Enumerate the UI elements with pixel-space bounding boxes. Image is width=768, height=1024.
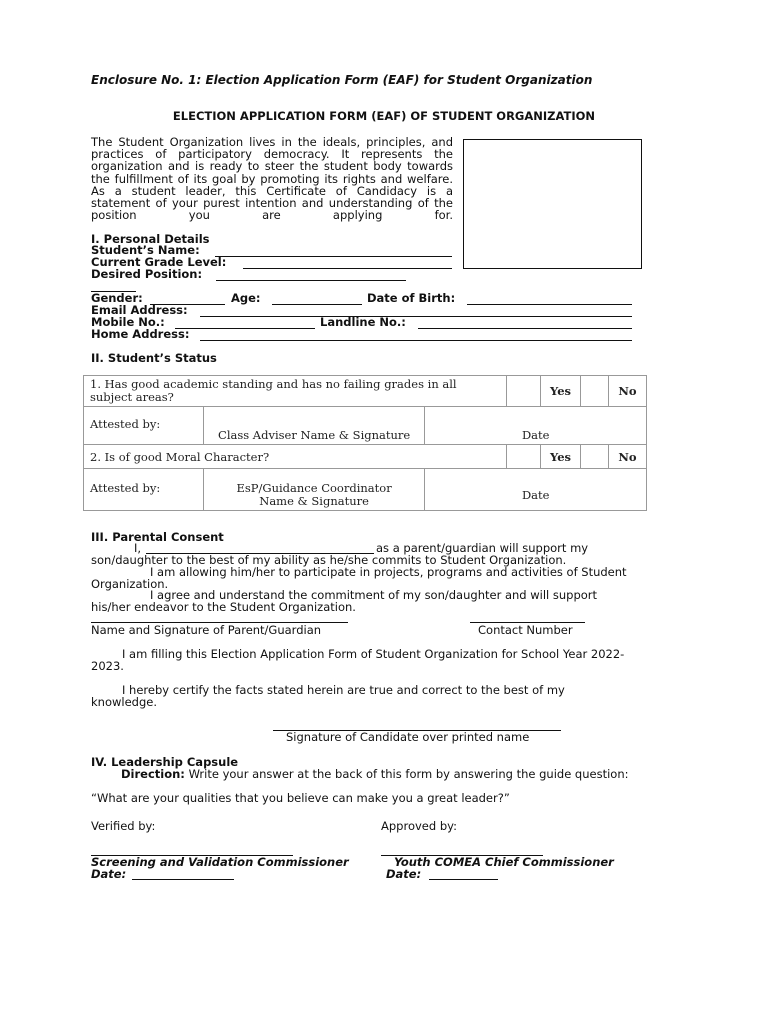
desired-position-field[interactable] bbox=[216, 280, 406, 281]
grade-level-label: Current Grade Level: bbox=[91, 255, 227, 269]
dob-label: Date of Birth: bbox=[367, 291, 456, 305]
home-address-label: Home Address: bbox=[91, 327, 190, 341]
guide-question: “What are your qualities that you believe can make you a great leader?” bbox=[91, 791, 510, 805]
yes-label-2: Yes bbox=[541, 445, 581, 469]
approver-date-label: Date: bbox=[386, 867, 422, 881]
no-check-box-2[interactable] bbox=[581, 445, 609, 469]
coordinator-label-line2: Name & Signature bbox=[259, 494, 369, 508]
landline-field[interactable] bbox=[418, 328, 632, 329]
landline-label: Landline No.: bbox=[320, 315, 406, 329]
age-label: Age: bbox=[231, 291, 261, 305]
screening-commissioner-label: Screening and Validation Commissioner bbox=[91, 855, 349, 869]
grade-level-field[interactable] bbox=[243, 268, 452, 269]
adviser-date-field[interactable] bbox=[425, 407, 647, 445]
parent-signature-label: Name and Signature of Parent/Guardian bbox=[91, 623, 322, 637]
coordinator-label-line1: EsP/Guidance Coordinator bbox=[236, 481, 392, 495]
question-moral: 2. Is of good Moral Character? bbox=[84, 445, 507, 469]
direction-label: Direction: bbox=[121, 767, 185, 781]
adviser-signature-field[interactable] bbox=[203, 407, 425, 445]
email-label: Email Address: bbox=[91, 303, 188, 317]
yes-label-1: Yes bbox=[541, 376, 581, 407]
date-label-1: Date bbox=[521, 428, 550, 442]
no-check-box-1[interactable] bbox=[581, 376, 609, 407]
approved-by-label: Approved by: bbox=[381, 819, 457, 833]
approver-date-field[interactable] bbox=[429, 879, 498, 880]
mobile-label: Mobile No.: bbox=[91, 315, 165, 329]
dob-field[interactable] bbox=[467, 304, 632, 305]
contact-number-label: Contact Number bbox=[478, 623, 573, 637]
intro-paragraph: The Student Organization lives in the ideals, principles, and practices of participatory democracy. It represents the organization and is ready to steer the student body towards the fulfillment of its goal by promoting its rights and welfare. As a student leader, this Certificate of Candidacy is a statement of your purest intention and understanding of the position you are applying for. bbox=[91, 135, 453, 223]
filling-line-2: 2023. bbox=[91, 659, 124, 673]
photo-box[interactable] bbox=[463, 139, 642, 269]
verified-by-label: Verified by: bbox=[91, 819, 156, 833]
no-label-1: No bbox=[608, 376, 646, 407]
student-name-field[interactable] bbox=[215, 256, 452, 257]
mobile-field[interactable] bbox=[175, 328, 315, 329]
attested-label-1: Attested by: bbox=[84, 407, 204, 445]
verifier-date-label: Date: bbox=[91, 867, 127, 881]
leadership-heading: IV. Leadership Capsule bbox=[91, 755, 239, 769]
direction-text: Write your answer at the back of this form by answering the guide question: bbox=[188, 767, 629, 781]
consent-line-5: I agree and understand the commitment of my son/daughter and will support bbox=[150, 588, 598, 602]
adviser-label: Class Adviser Name & Signature bbox=[218, 428, 411, 442]
form-title: ELECTION APPLICATION FORM (EAF) OF STUDENT ORGANIZATION bbox=[172, 109, 596, 123]
email-field[interactable] bbox=[200, 316, 632, 317]
question-academic: 1. Has good academic standing and has no failing grades in all subject areas? bbox=[84, 376, 507, 407]
yes-check-box-1[interactable] bbox=[507, 376, 541, 407]
status-table bbox=[83, 375, 647, 511]
consent-line-1-suffix: as a parent/guardian will support my bbox=[376, 541, 589, 555]
status-heading: II. Student’s Status bbox=[91, 351, 217, 365]
consent-line-2: son/daughter to the best of my ability as he/she commits to Student Organization. bbox=[91, 553, 567, 567]
desired-position-label: Desired Position: bbox=[91, 267, 203, 281]
coordinator-signature-field[interactable] bbox=[203, 469, 425, 511]
verifier-date-field[interactable] bbox=[132, 879, 234, 880]
chief-commissioner-label: Youth COMEA Chief Commissioner bbox=[394, 855, 614, 869]
personal-details-heading: I. Personal Details bbox=[91, 232, 210, 246]
attested-label-2: Attested by: bbox=[84, 469, 204, 511]
consent-line-1-prefix: I, bbox=[134, 541, 142, 555]
student-name-label: Student’s Name: bbox=[91, 243, 200, 257]
home-address-field[interactable] bbox=[200, 340, 632, 341]
certify-line-2: knowledge. bbox=[91, 695, 157, 709]
no-label-2: No bbox=[608, 445, 646, 469]
date-label-2: Date bbox=[521, 488, 550, 502]
enclosure-title: Enclosure No. 1: Election Application Form (EAF) for Student Organization bbox=[91, 73, 593, 87]
age-field[interactable] bbox=[272, 304, 362, 305]
candidate-signature-label: Signature of Candidate over printed name bbox=[286, 730, 530, 744]
yes-check-box-2[interactable] bbox=[507, 445, 541, 469]
consent-line-4: Organization. bbox=[91, 577, 169, 591]
certify-line-1: I hereby certify the facts stated herein are true and correct to the best of my bbox=[122, 683, 565, 697]
gender-label: Gender: bbox=[91, 291, 143, 305]
coordinator-date-field[interactable] bbox=[425, 469, 647, 511]
consent-line-3: I am allowing him/her to participate in projects, programs and activities of Student bbox=[150, 565, 627, 579]
consent-line-6: his/her endeavor to the Student Organization. bbox=[91, 600, 356, 614]
filling-line-1: I am filling this Election Application Form of Student Organization for School Year 2022- bbox=[122, 647, 625, 661]
consent-heading: III. Parental Consent bbox=[91, 530, 224, 544]
